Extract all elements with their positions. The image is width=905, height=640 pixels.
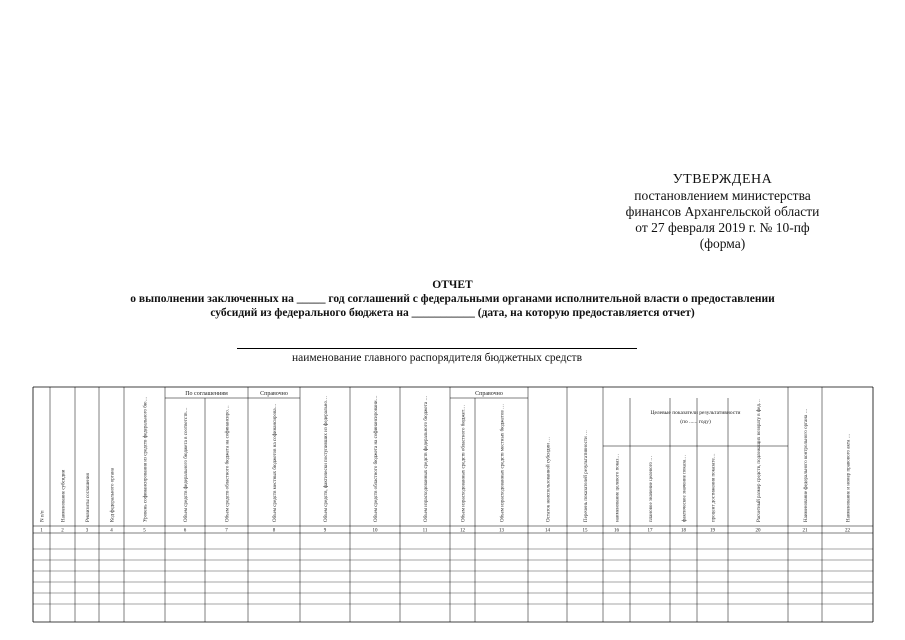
column-header-9: Объем средств, фактически поступивших из федерально… [324,396,329,522]
group-header-reference: Справочно [475,391,503,397]
approval-heading: УТВЕРЖДЕНА [672,172,773,187]
column-header-14: Остаток неиспользованной субсидии … [546,436,552,522]
column-header-8: Объем средств местных бюджетов на софинансирова… [273,403,278,522]
column-header-3: Реквизиты соглашения [86,473,91,522]
column-header-20: Расчетный размер средств, подлежащих возврату в фед… [757,399,762,522]
column-number-8: 8 [272,528,276,534]
approval-line-3: финансов Архангельской области [625,204,820,219]
column-header-19: процент достижения показате… [711,453,717,522]
column-number-18: 18 [681,528,686,534]
approval-line-4: от 27 февраля 2019 г. № 10-пф [635,220,810,235]
column-number-1: 1 [40,528,43,534]
column-number-6: 6 [183,528,187,534]
column-header-17: плановое значение целевого … [649,455,654,522]
group-header-reference: Справочно [260,391,288,397]
column-number-15: 15 [582,528,588,534]
column-number-13: 13 [499,528,504,534]
column-number-21: 21 [802,528,808,534]
column-number-9: 9 [323,528,327,534]
column-header-16: наименование целевого показ… [615,453,621,522]
column-number-12: 12 [460,528,465,534]
approval-line-2: постановлением министерства [634,188,811,203]
column-header-18: фактическое значение показа… [682,454,688,522]
column-number-19: 19 [710,528,715,534]
column-number-11: 11 [422,528,428,534]
column-header-12: Объем израсходованных средств областного бюджет… [461,404,467,522]
column-header-2: Наименование субсидии [61,469,67,522]
column-header-5: Уровень софинансирования из средств федерального бю… [143,396,149,522]
group-header-targets: Целевые показатели результативности [650,410,741,416]
column-header-13: Объем израсходованных средств местных бюджетов … [500,404,506,522]
signature-caption: наименование главного распорядителя бюджетных средств [291,352,583,364]
approval-line-5: (форма) [699,236,746,251]
column-number-16: 16 [614,528,619,534]
column-header-4: Код федерального органа [110,468,116,522]
column-header-15: Перечень показателей результативности … [584,430,589,522]
column-number-10: 10 [372,528,378,534]
column-number-4: 4 [110,528,113,534]
column-header-6: Объем средств федерального бюджета в соответств… [184,407,189,522]
report-subtitle-line-2: субсидий из федерального бюджета на ___________ (дата, на которую предоставляется отчет) [210,307,695,319]
column-header-1: N п/п [40,510,46,522]
column-number-20: 20 [755,528,761,534]
group-header-agreements: По соглашениям [185,391,228,397]
column-header-21: Наименование федерального контрольного органа … [804,408,809,522]
column-number-5: 5 [143,528,146,534]
column-number-3: 3 [85,528,89,534]
report-subtitle-line-1: о выполнении заключенных на _____ год соглашений с федеральными органами исполнительной власти о предоставлении [130,293,775,305]
column-number-22: 22 [845,528,850,534]
column-number-2: 2 [61,528,64,534]
column-number-17: 17 [647,528,653,534]
column-header-22: Наименование и номер правового акта … [846,433,852,522]
report-title: ОТЧЕТ [432,279,473,291]
column-header-11: Объем израсходованных средств федерального бюджета … [424,395,429,522]
column-header-7: Объем средств областного бюджета на софинансиро… [225,405,231,522]
column-number-7: 7 [225,528,228,534]
column-header-10: Объем средств областного бюджета на софинансировани… [374,395,379,522]
group-header-targets: (по ...... году) [680,419,711,425]
column-number-14: 14 [545,528,550,534]
